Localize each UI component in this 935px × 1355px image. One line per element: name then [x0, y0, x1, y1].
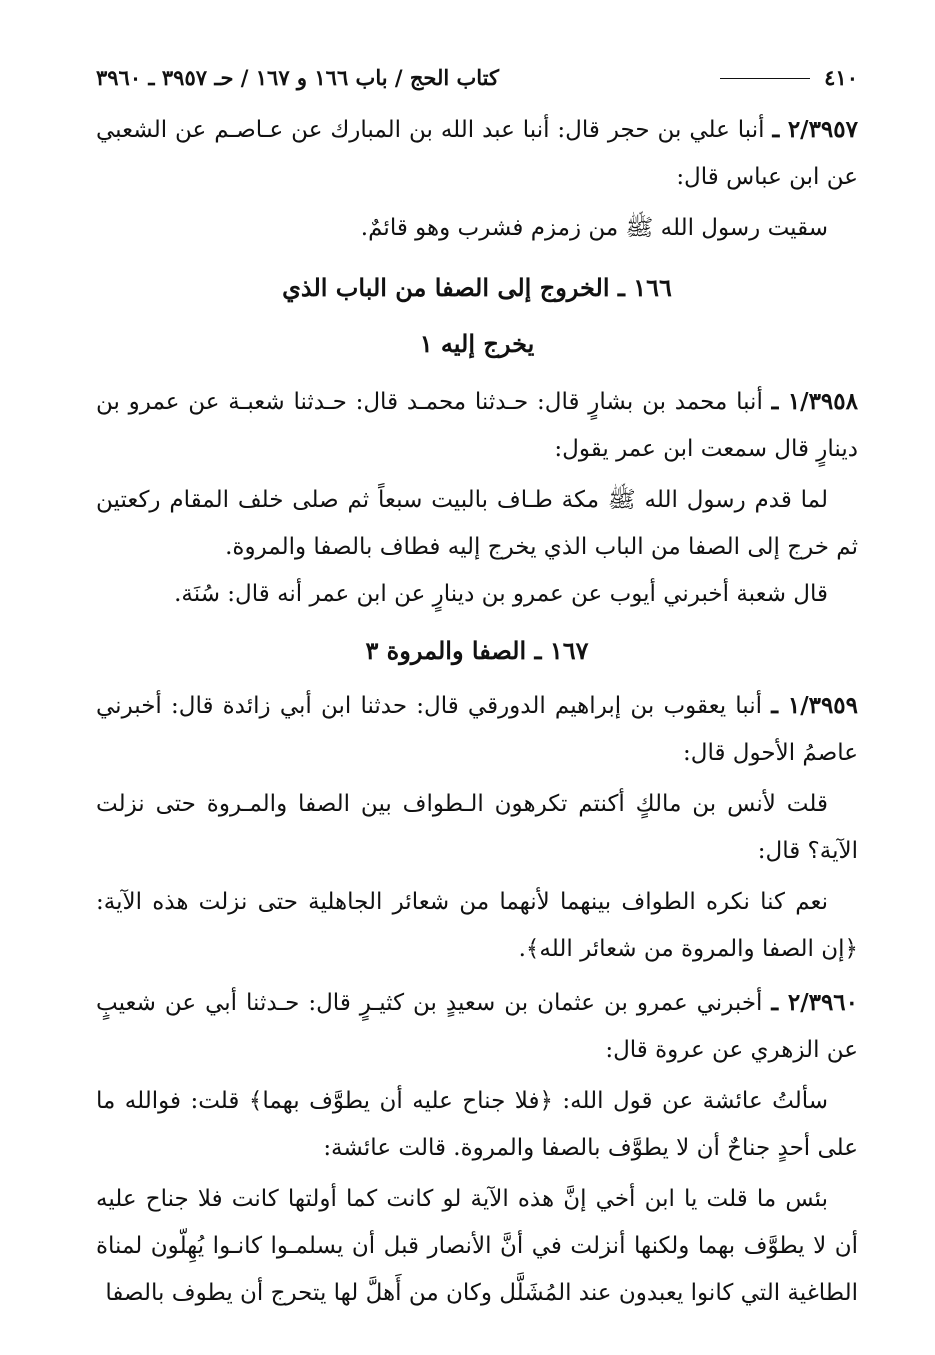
- hadith-3958-isnad: [96, 378, 858, 473]
- hadith-number: ٢/٣٩٦٠ ـ: [771, 989, 859, 1016]
- page-body: [96, 106, 858, 1317]
- isnad-text: أنبا علي بن حجر قال: أنبا عبد الله بن المبارك عن عـاصـم عن الشعبي عن ابن عباس قال:: [96, 117, 858, 190]
- page-number: ٤١٠: [824, 65, 858, 90]
- isnad-text: أنبا يعقوب بن إبراهيم الدورقي قال: حدثنا ابن أبي زائدة قال: أخبرني عاصمُ الأحول قال:: [96, 693, 858, 766]
- hadith-3960-answer: بئس ما قلت يا ابن أخي إنَّ هذه الآية لو كانت كما أولتها كانت فلا جناح عليه أن لا يطوَّف بهما ولكنها أنزلت في أنَّ الأنصار قبل أن يسلمـوا كانـوا يُهِلّون لمناة الطاغية التي كانوا يعبدون عند المُشَلَّل وكان من أَهلَّ لها يتحرج أن يطوف بالصفا: [96, 1186, 858, 1306]
- hadith-3957-isnad: [96, 106, 858, 201]
- hadith-3960-isnad: [96, 979, 858, 1074]
- book-page: [96, 60, 858, 1330]
- chapter-167-heading: ١٦٧ ـ الصفا والمروة ٣: [365, 636, 589, 665]
- hadith-3957-matn: سقيت رسول الله ﷺ من زمزم فشرب وهو قائمٌ.: [360, 215, 828, 241]
- hadith-3958-note: قال شعبة أخبرني أيوب عن عمرو بن دينارٍ عن ابن عمر أنه قال: سُنَة.: [174, 581, 828, 607]
- isnad-text: أخبرني عمرو بن عثمان بن سعيدٍ بن كثيـرٍ قال: حـدثنا أبي عن شعيبٍ عن الزهري عن عروة قال:: [96, 990, 858, 1063]
- header-rule: [720, 78, 810, 79]
- hadith-3959-isnad: [96, 682, 858, 777]
- chapter-166-heading: [96, 260, 858, 372]
- hadith-number: ١/٣٩٥٩ ـ: [771, 692, 859, 719]
- hadith-3960-question: سألتُ عائشة عن قول الله: ﴿فلا جناح عليه أن يطوَّف بهما﴾ قلت: فوالله ما على أحدٍ جناحٌ أن لا يطوَّف بالصفا والمروة. قالت عائشة:: [96, 1088, 858, 1161]
- hadith-number: ١/٣٩٥٨ ـ: [771, 388, 858, 415]
- hadith-number: ٢/٣٩٥٧ ـ: [772, 116, 858, 143]
- hadith-3959-answer: نعم كنا نكره الطواف بينهما لأنهما من شعائر الجاهلية حتى نزلت هذه الآية: ﴿إن الصفا والمروة من شعائر الله﴾.: [96, 889, 858, 962]
- hadith-3959-question: قلت لأنس بن مالكٍ أكنتم تكرهون الـطواف بين الصفا والمـروة حتى نزلت الآية؟ قال:: [96, 791, 858, 864]
- running-head: كتاب الحج / باب ١٦٦ و ١٦٧ / حـ ٣٩٥٧ ـ ٣٩٦٠: [96, 65, 500, 90]
- chapter-heading-line: يخرج إليه ١: [419, 329, 535, 358]
- isnad-text: أنبا محمد بن بشارٍ قال: حـدثنا محمـد قال: حـدثنا شعبـة عن عمرو بن دينارٍ قال سمعت ابن عمر يقول:: [96, 389, 858, 462]
- hadith-3958-matn: لما قدم رسول الله ﷺ مكة طـاف بالبيت سبعاً ثم صلى خلف المقام ركعتين ثم خرج إلى الصفا من الباب الذي يخرج إليه فطاف بالصفا والمروة.: [96, 487, 858, 560]
- chapter-heading-line: ١٦٦ ـ الخروج إلى الصفا من الباب الذي: [282, 273, 672, 302]
- page-header: [96, 60, 858, 96]
